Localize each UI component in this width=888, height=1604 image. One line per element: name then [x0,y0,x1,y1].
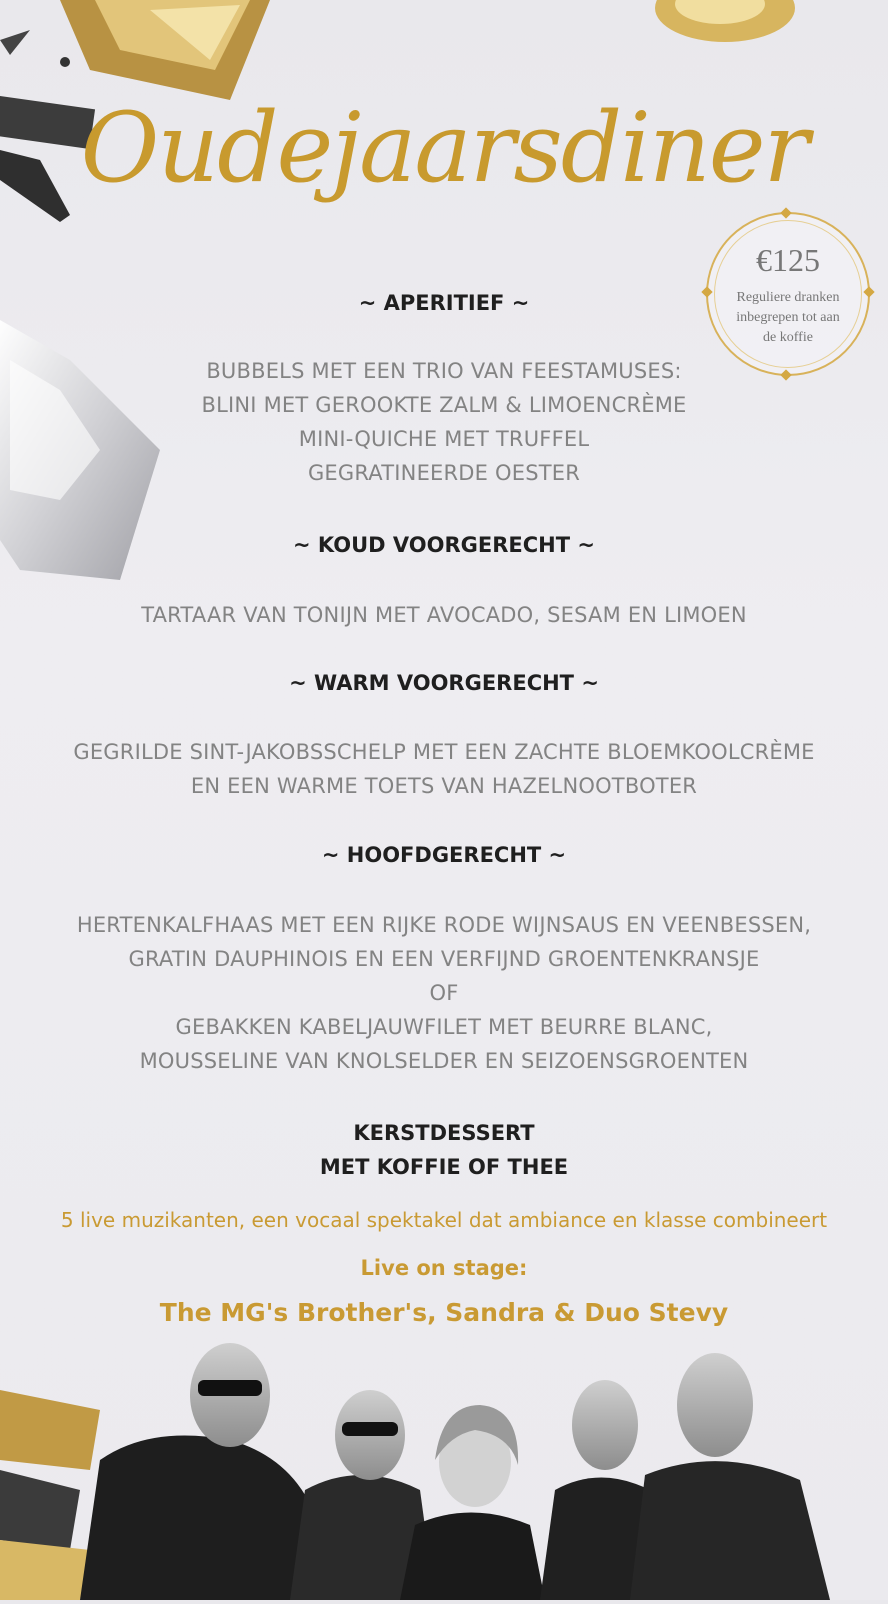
gold-ornament-decoration [650,0,800,45]
dish-line: GEGRATINEERDE OESTER [307,461,581,485]
dessert-line: KERSTDESSERT [353,1121,535,1145]
section-heading: ~ WARM VOORGERECHT ~ [289,671,599,695]
dish-line: GEBAKKEN KABELJAUWFILET MET BEURRE BLANC, [175,1015,713,1039]
section-aperitief [0,286,888,320]
section-aperitief-dishes [0,354,888,490]
dish-line: TARTAAR VAN TONIJN MET AVOCADO, SESAM EN LIMOEN [141,603,747,627]
dish-line: BLINI MET GEROOKTE ZALM & LIMOENCRÈME [201,393,687,417]
price-note: Reguliere dranken inbegrepen tot aan de koffie [736,290,840,345]
dish-line: BUBBELS MET EEN TRIO VAN FEESTAMUSES: [206,359,682,383]
section-koud-voorgerecht [0,528,888,562]
section-koud-dishes [0,598,888,632]
section-warm-dishes [0,735,888,803]
section-heading: ~ HOOFDGERECHT ~ [321,843,567,867]
dish-line: MOUSSELINE VAN KNOLSELDER EN SEIZOENSGROENTEN [139,1049,749,1073]
diamond-icon [780,207,791,218]
section-hoofdgerecht [0,838,888,872]
band-photo [70,1340,860,1600]
dish-line: EN EEN WARME TOETS VAN HAZELNOOTBOTER [190,774,698,798]
tagline: 5 live muzikanten, een vocaal spektakel dat ambiance en klasse combineert [60,1208,828,1232]
dish-line: MINI-QUICHE MET TRUFFEL [298,427,590,451]
section-warm-voorgerecht [0,666,888,700]
dish-line: HERTENKALFHAAS MET EEN RIJKE RODE WIJNSAUS EN VEENBESSEN, [76,913,812,937]
price-amount: €125 [756,242,820,278]
section-heading: ~ KOUD VOORGERECHT ~ [293,533,595,557]
section-heading: ~ APERITIEF ~ [358,291,530,315]
dish-line: GRATIN DAUPHINOIS EN EEN VERFIJND GROENTENKRANSJE [128,947,760,971]
dish-line: OF [429,981,459,1005]
dish-line: GEGRILDE SINT-JAKOBSSCHELP MET EEN ZACHTE BLOEMKOOLCRÈME [73,740,815,764]
section-hoofdgerecht-dishes [0,908,888,1078]
page-title: Oudejaarsdiner [80,92,808,204]
dessert-line: MET KOFFIE OF THEE [319,1155,569,1179]
stage-label: Live on stage: [360,1256,528,1280]
section-dessert [0,1116,888,1184]
performers: The MG's Brother's, Sandra & Duo Stevy [159,1298,729,1327]
